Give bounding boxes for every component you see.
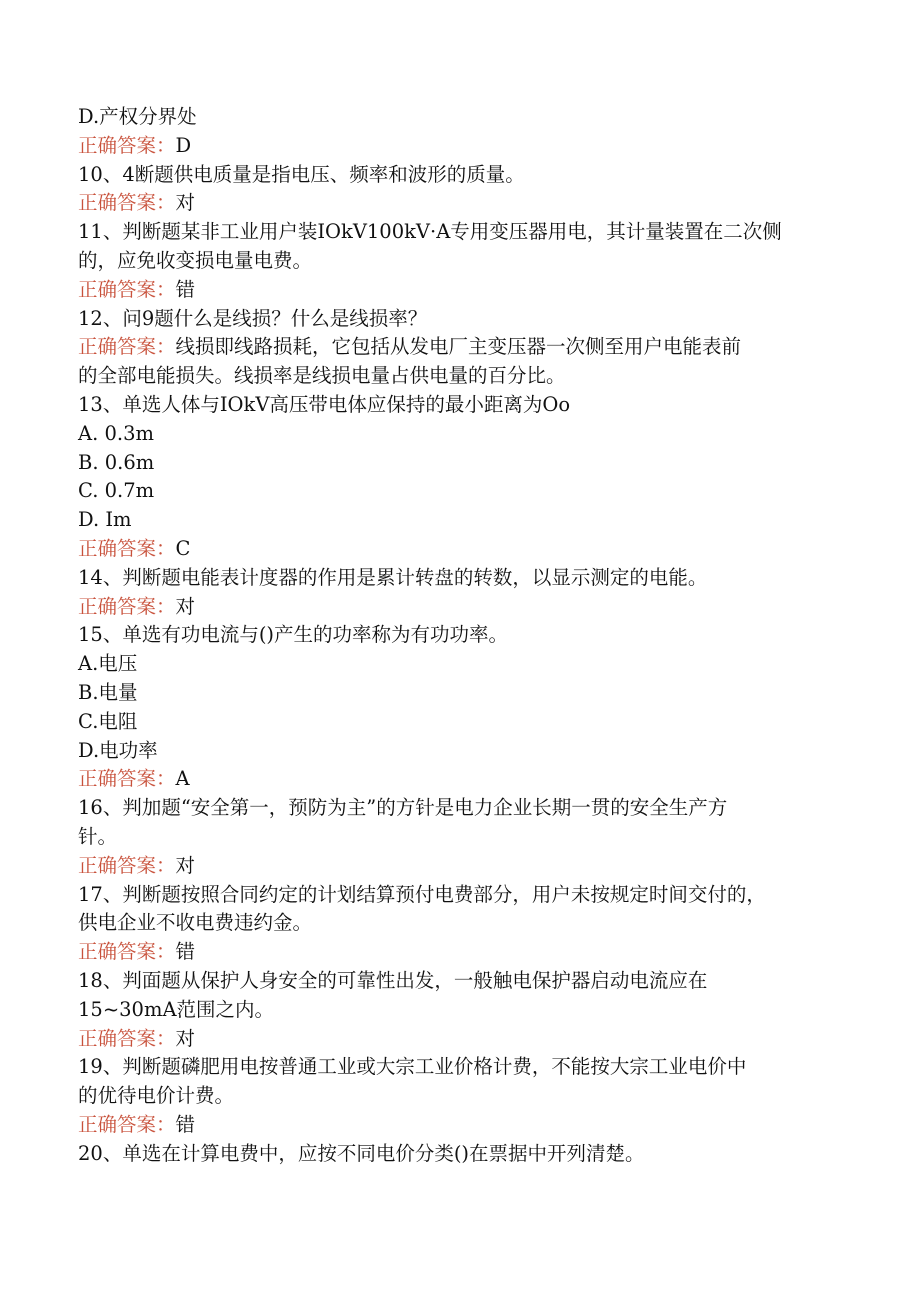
answer-label: 正确答案：	[78, 1112, 176, 1136]
answer-label: 正确答案：	[78, 133, 176, 157]
option-line: D. Im	[78, 508, 132, 532]
answer-value: 错	[175, 277, 196, 301]
answer-value: C	[175, 536, 191, 560]
answer-label: 正确答案：	[78, 335, 176, 359]
question-line: 15、单选有功电流与()产生的功率称为有功功率。	[78, 623, 509, 647]
answer-value: A	[175, 767, 190, 791]
option-line: D.电功率	[78, 738, 158, 762]
answer-line	[78, 535, 858, 564]
question-line: 13、单选人体与IOkV高压带电体应保持的最小距离为Oo	[78, 392, 571, 416]
text-line: D.产权分界处	[78, 105, 197, 128]
option-line: C.电阻	[78, 709, 138, 733]
answer-value: D	[175, 133, 192, 157]
question-line: 14、判断题电能表计度器的作用是累计转盘的转数，以显示测定的电能。	[78, 565, 708, 589]
option-line: C. 0.7m	[78, 479, 155, 503]
option-line: A.电压	[78, 652, 138, 676]
answer-line	[78, 276, 858, 305]
question-line-continued: 的，应免收变损电量电费。	[78, 248, 313, 272]
answer-value: 对	[175, 191, 196, 215]
answer-label: 正确答案：	[78, 767, 176, 791]
question-line: 20、单选在计算电费中，应按不同电价分类()在票据中开列清楚。	[78, 1141, 645, 1165]
answer-value: 对	[175, 594, 196, 618]
answer-value: 错	[175, 940, 196, 964]
answer-value: 对	[175, 853, 196, 877]
answer-line	[78, 1111, 858, 1140]
option-line: A. 0.3m	[78, 421, 154, 445]
question-line-continued: 15~30mA范围之内。	[78, 997, 275, 1021]
question-line: 16、判加题“安全第一，预防为主”的方针是电力企业长期一贯的安全生产方	[78, 796, 728, 820]
question-line: 17、判断题按照合同约定的计划结算预付电费部分，用户未按规定时间交付的，	[78, 882, 766, 906]
answer-line	[78, 1025, 858, 1054]
answer-line	[78, 132, 858, 161]
answer-value: 错	[175, 1112, 196, 1136]
answer-line	[78, 765, 858, 794]
question-line: 19、判断题磷肥用电按普通工业或大宗工业价格计费，不能按大宗工业电价中	[78, 1055, 747, 1079]
answer-label: 正确答案：	[78, 594, 176, 618]
answer-label: 正确答案：	[78, 853, 176, 877]
answer-line	[78, 593, 858, 622]
answer-label: 正确答案：	[78, 277, 176, 301]
answer-label: 正确答案：	[78, 536, 176, 560]
document-page	[78, 103, 858, 1168]
question-line-continued: 针。	[78, 824, 118, 848]
option-line: B. 0.6m	[78, 450, 155, 474]
answer-line	[78, 938, 858, 967]
question-line: 10、4断题供电质量是指电压、频率和波形的质量。	[78, 162, 525, 186]
answer-label: 正确答案：	[78, 940, 176, 964]
question-line: 12、问9题什么是线损？什么是线损率？	[78, 306, 428, 330]
answer-line	[78, 189, 858, 218]
answer-value: 对	[175, 1026, 196, 1050]
answer-label: 正确答案：	[78, 1026, 176, 1050]
answer-label: 正确答案：	[78, 191, 176, 215]
question-line-continued: 供电企业不收电费违约金。	[78, 911, 313, 935]
question-line: 11、判断题某非工业用户装IOkV100kV·A专用变压器用电，其计量装置在二次侧	[78, 220, 782, 244]
question-line: 18、判面题从保护人身安全的可靠性出发，一般触电保护器启动电流应在	[78, 968, 708, 992]
answer-line	[78, 333, 858, 362]
answer-line	[78, 852, 858, 881]
option-line: B.电量	[78, 680, 138, 704]
answer-value: 线损即线路损耗，它包括从发电厂主变压器一次侧至用户电能表前	[175, 335, 742, 359]
question-line-continued: 的优待电价计费。	[78, 1084, 235, 1108]
answer-line-continued: 的全部电能损失。线损率是线损电量占供电量的百分比。	[78, 364, 566, 388]
